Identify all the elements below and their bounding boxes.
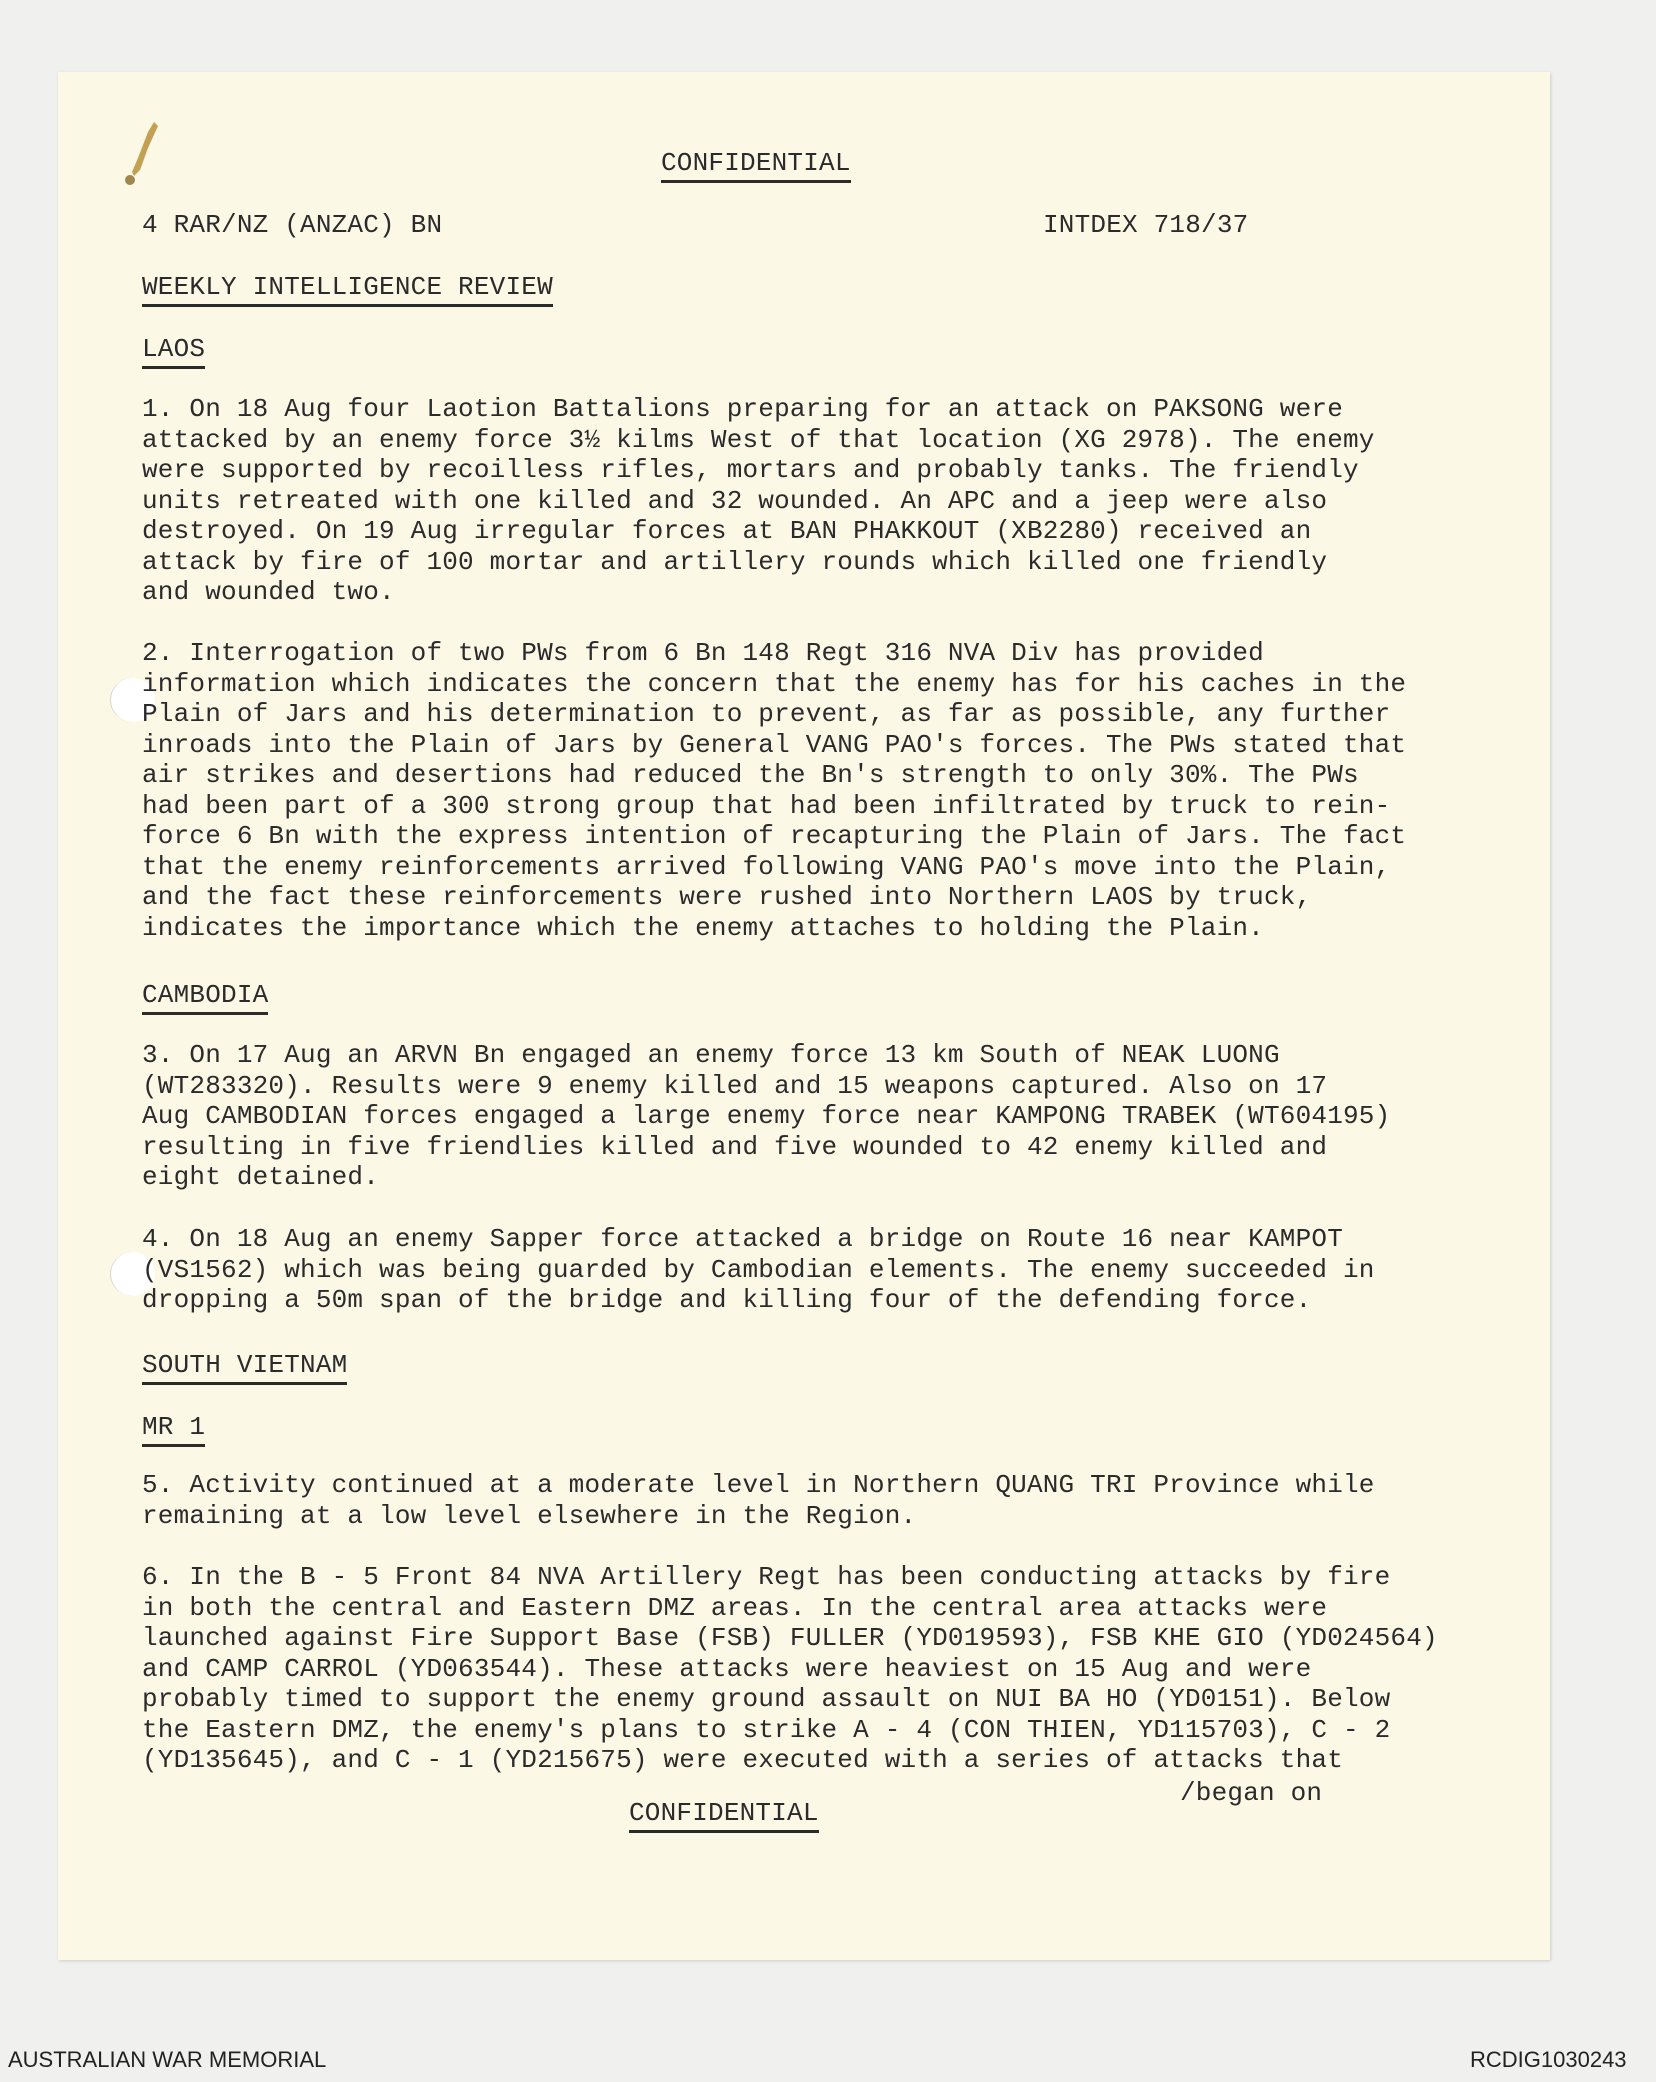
- paragraph-3: [142, 1040, 1390, 1193]
- paragraph-line: the Eastern DMZ, the enemy's plans to strike A - 4 (CON THIEN, YD115703), C - 2: [142, 1714, 1391, 1745]
- section-heading-south-vietnam: SOUTH VIETNAM: [142, 1350, 347, 1385]
- paragraph-line: (YD135645), and C - 1 (YD215675) were executed with a series of attacks that: [142, 1745, 1343, 1775]
- paragraph-line: (WT283320). Results were 9 enemy killed and 15 weapons captured. Also on 17: [142, 1070, 1328, 1101]
- paragraph-line: resulting in five friendlies killed and five wounded to 42 enemy killed and: [142, 1131, 1328, 1162]
- paragraph-5: [142, 1470, 1375, 1531]
- paragraph-line: 5. Activity continued at a moderate level in Northern QUANG TRI Province while: [142, 1470, 1375, 1500]
- paragraph-line: units retreated with one killed and 32 wounded. An APC and a jeep were also: [142, 485, 1328, 516]
- section-heading-cambodia: CAMBODIA: [142, 980, 268, 1015]
- staple-mark: [118, 118, 166, 190]
- paragraph-line: (VS1562) which was being guarded by Cambodian elements. The enemy succeeded in: [142, 1254, 1375, 1285]
- paragraph-2: [142, 638, 1406, 943]
- paragraph-line: in both the central and Eastern DMZ areas. In the central area attacks were: [142, 1592, 1328, 1623]
- footer-source: AUSTRALIAN WAR MEMORIAL: [8, 2047, 327, 2072]
- section-heading-laos: LAOS: [142, 334, 205, 369]
- paragraph-line: information which indicates the concern that the enemy has for his caches in the: [142, 668, 1407, 699]
- paragraph-line: and CAMP CARROL (YD063544). These attacks were heaviest on 15 Aug and were: [142, 1653, 1312, 1684]
- unit-designation: 4 RAR/NZ (ANZAC) BN: [142, 210, 443, 240]
- paragraph-line: Plain of Jars and his determination to prevent, as far as possible, any further: [142, 699, 1391, 729]
- paragraph-1: [142, 394, 1375, 608]
- paragraph-line: 3. On 17 Aug an ARVN Bn engaged an enemy force 13 km South of NEAK LUONG: [142, 1040, 1280, 1070]
- footer-record-id: RCDIG1030243: [1470, 2047, 1627, 2072]
- paragraph-line: launched against Fire Support Base (FSB) FULLER (YD019593), FSB KHE GIO (YD024564): [142, 1623, 1438, 1653]
- paragraph-line: remaining at a low level elsewhere in the Region.: [142, 1500, 917, 1531]
- paragraph-line: 1. On 18 Aug four Laotion Battalions preparing for an attack on PAKSONG were: [142, 394, 1343, 424]
- paragraph-line: that the enemy reinforcements arrived following VANG PAO's move into the Plain,: [142, 851, 1391, 882]
- paragraph-line: had been part of a 300 strong group that had been infiltrated by truck to rein-: [142, 790, 1391, 821]
- paragraph-line: destroyed. On 19 Aug irregular forces at BAN PHAKKOUT (XB2280) received an: [142, 516, 1312, 546]
- paragraph-line: 6. In the B - 5 Front 84 NVA Artillery Regt has been conducting attacks by fire: [142, 1562, 1391, 1592]
- paragraph-line: 2. Interrogation of two PWs from 6 Bn 148 Regt 316 NVA Div has provided: [142, 638, 1264, 668]
- paragraph-line: were supported by recoilless rifles, mortars and probably tanks. The friendly: [142, 455, 1359, 485]
- continuation-note: /began on: [1180, 1778, 1323, 1808]
- paragraph-line: air strikes and desertions had reduced the Bn's strength to only 30%. The PWs: [142, 760, 1359, 790]
- paragraph-line: inroads into the Plain of Jars by General VANG PAO's forces. The PWs stated that: [142, 729, 1407, 760]
- paragraph-line: force 6 Bn with the express intention of recapturing the Plain of Jars. The fact: [142, 821, 1407, 851]
- classification-bottom: CONFIDENTIAL: [629, 1798, 819, 1833]
- paragraph-line: probably timed to support the enemy ground assault on NUI BA HO (YD0151). Below: [142, 1684, 1391, 1714]
- paragraph-line: attacked by an enemy force 3½ kilms West of that location (XG 2978). The enemy: [142, 424, 1375, 455]
- paragraph-line: indicates the importance which the enemy attaches to holding the Plain.: [142, 912, 1264, 943]
- section-heading-mr1: MR 1: [142, 1412, 205, 1447]
- document-title: WEEKLY INTELLIGENCE REVIEW: [142, 272, 553, 307]
- paragraph-line: eight detained.: [142, 1162, 380, 1192]
- paragraph-line: 4. On 18 Aug an enemy Sapper force attacked a bridge on Route 16 near KAMPOT: [142, 1224, 1343, 1254]
- paragraph-line: dropping a 50m span of the bridge and killing four of the defending force.: [142, 1285, 1312, 1315]
- classification-top: CONFIDENTIAL: [661, 148, 851, 183]
- paragraph-line: attack by fire of 100 mortar and artillery rounds which killed one friendly: [142, 546, 1328, 577]
- reference-number: INTDEX 718/37: [1043, 210, 1249, 240]
- paragraph-4: [142, 1224, 1375, 1316]
- paragraph-6: [142, 1562, 1438, 1776]
- paragraph-line: and wounded two.: [142, 577, 395, 607]
- paragraph-line: Aug CAMBODIAN forces engaged a large enemy force near KAMPONG TRABEK (WT604195): [142, 1101, 1391, 1131]
- paragraph-line: and the fact these reinforcements were rushed into Northern LAOS by truck,: [142, 882, 1312, 912]
